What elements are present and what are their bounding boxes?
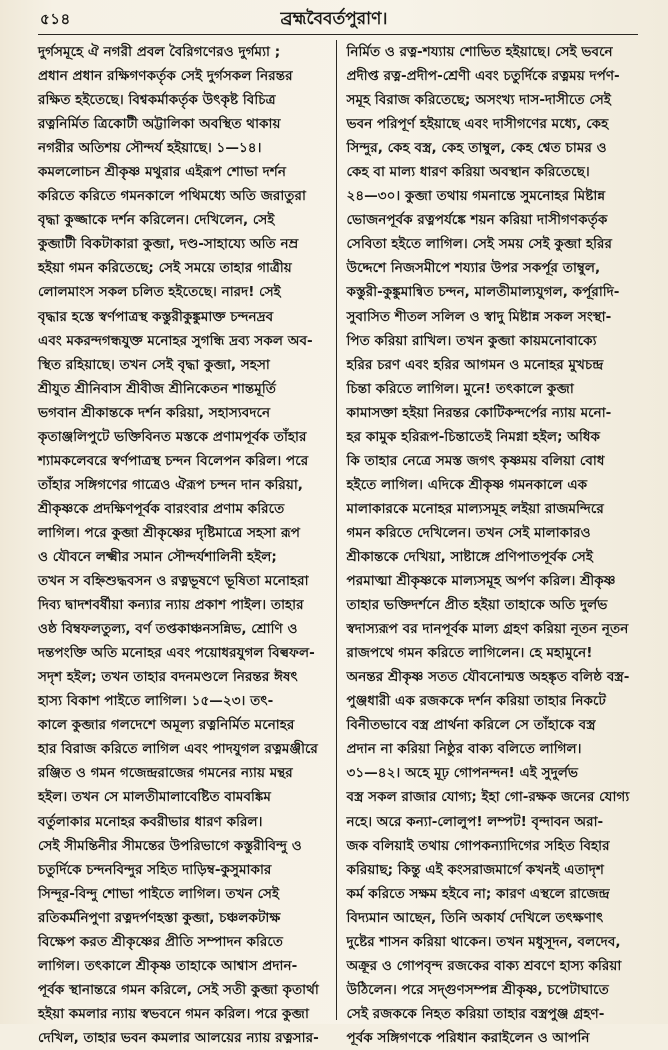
text-line: গমন করিতে দেখিলেন। তখন সেই মালাকারও	[346, 524, 591, 541]
text-line: পুঞ্জধারী এক রজককে দর্শন করিয়া তাহার নিকটে	[346, 693, 606, 710]
text-line: উদ্দেশে নিজসমীপে শয্যার উপর সকর্পূর তাম্বুল,	[346, 260, 601, 277]
text-line: ও যৌবনে লক্ষ্মীর সমান সৌন্দর্যশালিনী হইল;	[38, 548, 277, 565]
text-line: জক বলিয়াই তথায় গোপকন্যাদিগের সহিত বিহার	[346, 837, 610, 854]
text-line: বিনীতভাবে বস্ত্র প্রার্থনা করিলে সে তাঁহাকে বস্ত্র	[346, 717, 596, 734]
text-line: রাজপথে গমন করিতে লাগিলেন। হে মহামুনে!	[346, 645, 593, 662]
text-line: সিন্দূর-বিন্দু শোভা পাইতে লাগিল। তখন সেই	[38, 885, 280, 902]
text-line: রতিকর্মনিপুণা রত্নদর্পণহস্তা কুব্জা, চঞ্চলকটাক্ষ	[38, 909, 281, 926]
text-line: বিক্ষেপ করত শ্রীকৃষ্ণের প্রীতি সম্পাদন করিতে	[38, 933, 283, 950]
text-line: করিতে করিতে গমনকালে পথিমধ্যে অতি জরাতুরা	[38, 188, 306, 205]
text-line: উঠিলেন। পরে সদ্গুণসম্পন্ন শ্রীকৃষ্ণ, চপেটাঘাতে	[346, 981, 609, 998]
text-line: কেহ বা মাল্য ধারণ করিয়া অবস্থান করিতেছে।	[346, 164, 590, 181]
text-line: সুবাসিত শীতল সলিল ও স্বাদু মিষ্টান্ন সকল সংস্থা-	[346, 308, 612, 325]
left-column	[38, 40, 336, 1046]
text-line: শ্রীকান্তকে দেখিয়া, সাষ্টাঙ্গে প্রণিপাতপূর্বক সেই	[346, 548, 593, 565]
text-line: দিব্য দ্বাদশবর্ষীয়া কন্যার ন্যায় প্রকাশ পাইল। তাহার	[38, 597, 304, 614]
text-line: হাস্য বিকাশ পাইতে লাগিল। ১৫—২৩। তৎ-	[38, 693, 274, 710]
text-line: দুষ্টের শাসন করিয়া থাকেন। তখন মধুসূদন, বলদেব,	[346, 933, 621, 950]
text-line: এবং মকরন্দগন্ধযুক্ত মনোহর সুগন্ধি দ্রব্য সকল অব-	[38, 332, 313, 349]
text-line: ভবন পরিপূর্ণ হইয়াছে এবং দাসীগণের মধ্যে, কেহ	[346, 116, 609, 133]
text-line: দেখিল, তাহার ভবন কমলার আলয়ের ন্যায় রত্নসার-	[38, 1029, 319, 1046]
text-line: কমললোচন শ্রীকৃষ্ণ মথুরার এইরূপ শোভা দর্শন	[38, 164, 286, 181]
text-line: সেই সীমন্তিনীর সীমন্তের উপরিভাগে কস্তুরীবিন্দু ও	[38, 837, 302, 854]
text-line: হরির চরণ এবং হরির আগমন ও মনোহর মুখচন্দ্র	[346, 356, 604, 373]
text-line: বিদ্যমান আছেন, তিনি অকার্য দেখিলে তৎক্ষণাৎ	[346, 909, 604, 926]
text-line: সেই রজককে নিহত করিয়া তাহার বস্ত্রপুঞ্জ গ্রহণ-	[346, 1005, 605, 1022]
text-line: কর্ম করিতে সক্ষম হইবে না; কারণ এস্থলে রাজেন্দ্র	[346, 885, 610, 902]
text-line: দুর্গসমূহে ঐ নগরী প্রবল বৈরিগণেরও দুর্গম্যা ;	[38, 44, 281, 60]
text-line: বৃদ্ধার হস্তে স্বর্ণপাত্রস্থ কস্তুরীকুঙ্কুমাক্ত চন্দনদ্রব	[38, 308, 274, 325]
text-line: অনন্তর শ্রীকৃষ্ণ সতত যৌবনোন্মত্ত অহঙ্কৃত বলিষ্ঠ বস্ত্র-	[346, 669, 630, 686]
running-title: ব্রহ্মবৈবর্তপুরাণ।	[280, 9, 388, 29]
text-line: নগরীর অতিশয় সৌন্দর্য হইয়াছে। ১—১৪।	[38, 140, 262, 157]
text-line: হইল। তখন সে মালতীমালাবেষ্টিত বামবঙ্কিম	[38, 789, 271, 806]
text-line: ২৪—৩০। কুব্জা তথায় গমনান্তে সুমনোহর মিষ্টান্ন	[346, 188, 606, 205]
text-line: লাগিল। তৎকালে শ্রীকৃষ্ণ তাহাকে আশ্বাস প্রদান-	[38, 957, 298, 974]
text-line: পিত করিয়া রাখিল। তখন কুব্জা কায়মনোবাক্যে	[346, 332, 597, 349]
text-line: বৃদ্ধা কুজ্জাকে দর্শন করিলেন। দেখিলেন, সেই	[38, 212, 275, 229]
right-column	[337, 40, 637, 1046]
text-line: তাঁহার সঙ্গিগণের গাত্রেও ঐরূপ চন্দন দান করিয়া,	[38, 476, 303, 493]
text-line: করিয়াছ; কিন্তু এই কংসরাজমার্গে কখনই এতাদৃশ	[346, 861, 604, 878]
text-line: কামাসক্তা হইয়া নিরন্তর কোটিকন্দর্পের ন্যায় মনো-	[346, 404, 612, 421]
text-line: নহে। অরে কন্যা-লোলুপ! লম্পট! বৃন্দাবন অরা-	[346, 813, 604, 830]
text-line: রক্ষিত হইতেছে। বিশ্বকর্মাকর্তৃক উৎকৃষ্ট বিচিত্র	[38, 92, 276, 109]
text-line: দন্তপংক্তি অতি মনোহর এবং পয়োধরযুগল বিল্বফল-	[38, 645, 315, 662]
text-line: কস্তুরী-কুঙ্কুমান্বিত চন্দন, মালতীমাল্যযুগল, কর্পূরাদি-	[346, 284, 620, 301]
text-line: রঞ্জিত ও গমন গজেন্দ্ররাজের গমনের ন্যায় মন্থর	[38, 765, 293, 782]
text-line: অক্রূর ও গোপবৃন্দ রজকের বাক্য শ্রবণে হাস্য করিয়া	[346, 957, 622, 974]
page-number: ৫১৪	[40, 10, 71, 28]
text-line: রত্ননির্মিত ত্রিকোটী অট্টালিকা অবস্থিত থাকায়	[38, 116, 281, 133]
page-header	[0, 6, 668, 32]
text-line: হর কামুক হরিরূপ-চিন্তাতেই নিমগ্না হইল; অধিক	[346, 428, 601, 445]
text-line: হইতে লাগিল। এদিকে শ্রীকৃষ্ণ গমনকালে এক	[346, 476, 588, 493]
text-line: ওষ্ঠ বিম্বফলতুল্য, বর্ণ তপ্তকাঞ্চনসন্নিভ, শ্রোণি ও	[38, 621, 298, 638]
text-line: চতুর্দিকে চন্দনবিন্দুর সহিত দাড়িম্ব-কুসুমাকার	[38, 861, 272, 878]
text-line: স্থিত রহিয়াছে। তখন সেই বৃদ্ধা কুব্জা, সহসা	[38, 356, 270, 373]
text-line: কুব্জাটী বিকটাকারা কুব্জা, দণ্ড-সাহায্যে অতি নম্র	[38, 236, 299, 253]
text-line: ৩১—৪২। অহে মূঢ় গোপনন্দন! এই সুদুর্লভ	[346, 765, 578, 782]
text-line: বর্তুলাকার মনোহর কবরীভার ধারণ করিল।	[38, 813, 263, 830]
text-line: ভোজনপূর্বক রত্নপর্যঙ্কে শয়ন করিয়া দাসীগণকর্তৃক	[346, 212, 608, 229]
text-line: কৃতাঞ্জলিপুটে ভক্তিবিনত মস্তকে প্রণামপূর্বক তাঁহার	[38, 428, 307, 445]
text-line: প্রধান প্রধান রক্ষিগণকর্তৃক সেই দুর্গসকল নিরন্তর	[38, 68, 293, 85]
text-line: সদৃশ হইল; তখন তাহার বদনমণ্ডলে নিরন্তর ঈষৎ	[38, 669, 298, 686]
text-line: বস্ত্র সকল রাজার যোগ্য; ইহা গো-রক্ষক জনের যোগ্য	[346, 789, 630, 806]
text-line: কি তাহার নেত্রে সমস্ত জগৎ কৃষ্ণময় বলিয়া বোধ	[346, 452, 605, 469]
text-line: প্রদীপ্ত রত্ন-প্রদীপ-শ্রেণী এবং চতুর্দিকে রত্নময় দর্পণ-	[346, 68, 620, 85]
text-line: কালে কুব্জার গলদেশে অমূল্য রত্ননির্মিত মনোহর	[38, 717, 295, 734]
text-line: শ্রীযুত শ্রীনিবাস শ্রীবীজ শ্রীনিকেতন শান্তমূর্তি	[38, 380, 276, 397]
text-line: সেবিতা হইতে লাগিল। সেই সময় সেই কুব্জা হরির	[346, 236, 612, 253]
text-line: সিন্দুর, কেহ বস্ত্র, কেহ তাম্বুল, কেহ শ্বেত চামর ও	[346, 140, 607, 157]
text-line: পরমাত্মা শ্রীকৃষ্ণকে মাল্যসমূহ অর্পণ করিল। শ্রীকৃষ্ণ	[346, 573, 616, 590]
text-line: লোলমাংস সকল চলিত হইতেছে। নারদ! সেই	[38, 284, 281, 301]
text-line: স্বদাস্যরূপ বর দানপূর্বক মাল্য গ্রহণ করিয়া নূতন নূতন	[346, 621, 629, 638]
text-line: শ্যামকলেবরে স্বর্ণপাত্রস্থ চন্দন বিলেপন করিল। পরে	[38, 452, 309, 469]
text-line: পূর্বক সঙ্গিগণকে পরিধান করাইলেন ও আপনি	[346, 1029, 590, 1046]
text-line: শ্রীকৃষ্ণকে প্রদক্ষিণপূর্বক বারংবার প্রণাম করিতে	[38, 500, 285, 517]
text-line: পূর্বক স্থানান্তরে গমন করিলে, সেই সতী কুব্জা কৃতার্থা	[38, 981, 319, 998]
text-line: নির্মিত ও রত্ন-শয্যায় শোভিত হইয়াছে। সেই ভবনে	[346, 44, 613, 60]
text-columns	[38, 40, 636, 1046]
text-line: চিন্তা করিতে লাগিল। মুনে! তৎকালে কুব্জা	[346, 380, 574, 397]
text-line: হইয়া কমলার ন্যায় স্বভবনে গমন করিল। পরে কুব্জা	[38, 1005, 309, 1022]
text-line: ভগবান শ্রীকান্তকে দর্শন করিয়া, সহাস্যবদনে	[38, 404, 271, 421]
header-rule	[38, 34, 638, 35]
text-line: লাগিল। পরে কুব্জা শ্রীকৃষ্ণের দৃষ্টিমাত্রে সহসা রূপ	[38, 524, 300, 541]
text-line: হইয়া গমন করিতেছে; সেই সময়ে তাহার গাত্রীয়	[38, 260, 292, 277]
text-line: প্রদান না করিয়া নিষ্ঠুর বাক্য বলিতে লাগিল।	[346, 741, 582, 758]
text-line: তখন স বহ্নিশুদ্ধবসন ও রত্নভূষণে ভূষিতা মনোহরা	[38, 573, 309, 590]
text-line: হার বিরাজ করিতে লাগিল এবং পাদযুগল রত্নমঞ্জীরে	[38, 741, 318, 758]
text-line: সমূহ বিরাজ করিতেছে; অসংখ্য দাস-দাসীতে সেই	[346, 92, 611, 109]
text-line: মালাকারকে মনোহর মাল্যসমূহ লইয়া রাজমন্দিরে	[346, 500, 604, 517]
text-line: তাহার ভক্তিদর্শনে প্রীত হইয়া তাহাকে অতি দুর্লভ	[346, 597, 608, 614]
